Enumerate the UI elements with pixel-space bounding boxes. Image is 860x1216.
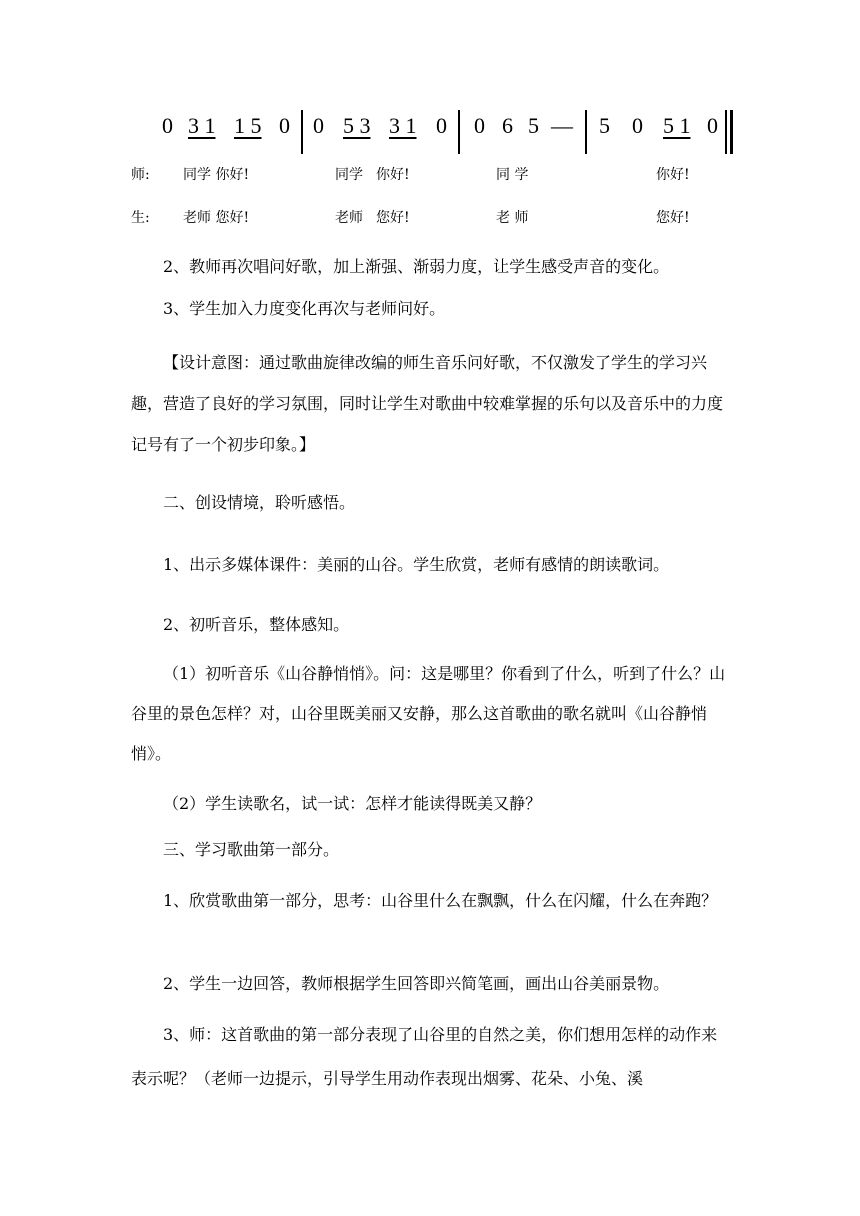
lyric: 同 学 [496,167,529,183]
note-group: 1 5 [234,113,262,138]
note: 0 [313,113,324,138]
paragraph-text: 【设计意图：通过歌曲旋律改编的师生音乐问好歌，不仅激发了学生的学习兴趣，营造了良好的学习氛围，同时让学生对歌曲中较难掌握的乐句以及音乐中的力度记号有了一个初步印象。】 [131,353,724,454]
bar-line [585,110,587,154]
note-dash: — [551,113,573,138]
paragraph: （2）学生读歌名，试一试：怎样才能读得既美又静？ [163,794,542,813]
lyric: 您好! [376,210,410,226]
lyric: 老师 您好! [183,210,250,226]
paragraph: 3、学生加入力度变化再次与老师问好。 [163,299,446,318]
note: 0 [707,113,718,138]
bar-line [301,110,303,154]
paragraph: 2、初听音乐，整体感知。 [163,615,350,634]
lyric: 老师 [335,210,363,226]
note-group: 3 1 [389,113,417,138]
section-heading: 二、创设情境，聆听感悟。 [163,493,356,512]
paragraph: 2、教师再次唱问好歌，加上渐强、渐弱力度，让学生感受声音的变化。 [163,257,670,276]
lyric: 你好! [656,167,690,183]
note-group: 5 1 [663,113,691,138]
lyric: 同学 你好! [183,167,250,183]
paragraph-text: 1、欣赏歌曲第一部分，思考：山谷里什么在飘飘，什么在闪耀，什么在奔跑？ [163,891,718,910]
note: 0 [474,113,485,138]
section-heading: 三、学习歌曲第一部分。 [163,840,340,859]
movement-paragraph [131,1013,731,1101]
final-bar-line-thick [730,110,733,154]
note: 5 [528,113,539,138]
paragraph-text: 3、师：这首歌曲的第一部分表现了山谷里的自然之美，你们想用怎样的动作来表示呢？（老师一边提示，引导学生用动作表现出烟雾、花朵、小兔、溪 [131,1025,718,1088]
note: 0 [632,113,643,138]
note: 6 [502,113,513,138]
student-label: 生: [131,210,150,226]
design-intent-paragraph [131,342,731,465]
paragraph: 2、学生一边回答，教师根据学生回答即兴简笔画，画出山谷美丽景物。 [163,974,670,993]
teacher-label: 师: [131,167,150,183]
note-group: 3 1 [188,113,216,138]
paragraph-text: （1）初听音乐《山谷静悄悄》。问：这是哪里？你看到了什么，听到了什么？山谷里的景色怎样？对，山谷里既美丽又安静，那么这首歌曲的歌名就叫《山谷静悄悄》。 [131,664,726,763]
note: 0 [162,113,173,138]
final-bar-line-thin [725,110,727,154]
lyric: 老 师 [496,210,529,226]
bar-line [458,110,460,154]
lyric: 同学 [335,167,363,183]
lyric: 你好! [376,167,410,183]
note-group: 5 3 [343,113,371,138]
listening-paragraph [131,654,731,774]
note: 5 [599,113,610,138]
note: 0 [279,113,290,138]
lyric: 您好! [656,210,690,226]
note: 0 [436,113,447,138]
appreciation-paragraph [131,878,731,923]
paragraph: 1、出示多媒体课件：美丽的山谷。学生欣赏，老师有感情的朗读歌词。 [163,555,670,574]
